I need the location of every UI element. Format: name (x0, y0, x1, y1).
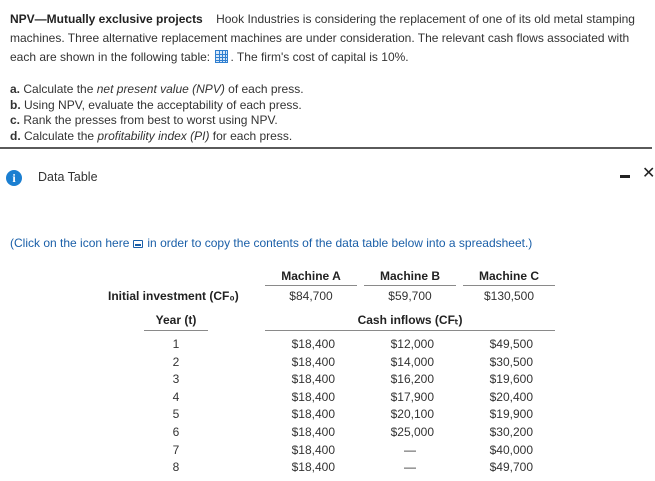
cash-inflow-cell: $18,400 (291, 443, 335, 457)
question-a: a. Calculate the net present value (NPV) of each press. (10, 82, 304, 96)
cash-inflow-cell: $18,400 (291, 390, 335, 404)
year-cell: 7 (172, 443, 180, 457)
year-cell: 6 (172, 425, 180, 439)
column-header-machine-c: Machine C (478, 269, 539, 283)
cash-inflows-header-rule (265, 330, 555, 331)
year-header: Year (t) (155, 313, 197, 327)
cash-inflow-cell: $14,000 (390, 355, 434, 369)
data-table-title: Data Table (38, 170, 98, 184)
cash-inflow-cell: $19,600 (489, 372, 533, 386)
cash-inflow-cell: $18,400 (291, 355, 335, 369)
year-cell: 2 (172, 355, 180, 369)
year-cell: 1 (172, 337, 180, 351)
cash-inflow-cell: — (404, 460, 416, 474)
close-icon[interactable]: ✕ (642, 163, 655, 182)
column-header-rule-b (364, 285, 456, 286)
problem-statement (10, 10, 650, 67)
year-cell: 3 (172, 372, 180, 386)
cash-inflow-cell: $30,500 (489, 355, 533, 369)
cash-inflow-cell: $49,500 (489, 337, 533, 351)
year-cell: 5 (172, 407, 180, 421)
info-icon: i (6, 170, 22, 186)
cash-inflow-cell: $18,400 (291, 425, 335, 439)
cash-inflow-cell: $40,000 (489, 443, 533, 457)
column-header-machine-a: Machine A (281, 269, 341, 283)
cash-inflows-header: Cash inflows (CFₜ) (357, 313, 463, 327)
question-c: c. Rank the presses from best to worst using NPV. (10, 113, 278, 127)
cash-inflow-cell: $20,100 (390, 407, 434, 421)
question-b: b. Using NPV, evaluate the acceptability of each press. (10, 97, 302, 112)
column-header-rule-a (265, 285, 357, 286)
initial-investment-value: $130,500 (483, 289, 535, 303)
cash-inflow-cell: $19,900 (489, 407, 533, 421)
data-table-header (0, 149, 655, 209)
question-d: d. Calculate the profitability index (PI) for each press. (10, 128, 293, 143)
minimize-button[interactable] (620, 175, 630, 178)
cash-inflow-cell: $18,400 (291, 460, 335, 474)
initial-investment-value: $84,700 (289, 289, 333, 303)
problem-text-end: . The firm's cost of capital is 10%. (230, 50, 409, 64)
cash-inflow-cell: $12,000 (390, 337, 434, 351)
cash-inflow-cell: $49,700 (489, 460, 533, 474)
copy-instructions: (Click on the icon here in order to copy the contents of the data table below into a spreadsheet.) (10, 236, 533, 250)
problem-text: Hook Industries is considering the replacement of one of its old metal stamping machines. Three alternative replacement machines are under consideration. The relevant cash flows associated with each are shown in the following table: (10, 12, 635, 64)
initial-investment-value: $59,700 (388, 289, 432, 303)
column-header-rule-c (463, 285, 555, 286)
cash-inflow-cell: $20,400 (489, 390, 533, 404)
cash-inflow-cell: $18,400 (291, 372, 335, 386)
cash-inflow-cell: $18,400 (291, 407, 335, 421)
cash-inflow-cell: $16,200 (390, 372, 434, 386)
cash-inflow-cell: $25,000 (390, 425, 434, 439)
question-list (10, 82, 304, 144)
year-cell: 4 (172, 390, 180, 404)
column-header-machine-b: Machine B (379, 269, 440, 283)
year-header-rule (144, 330, 208, 331)
copy-to-spreadsheet-icon[interactable] (133, 240, 143, 248)
spreadsheet-grid-icon[interactable] (215, 50, 228, 63)
cash-inflow-cell: $30,200 (489, 425, 533, 439)
cash-inflow-cell: $18,400 (291, 337, 335, 351)
cash-inflow-cell: $17,900 (390, 390, 434, 404)
problem-title: NPV—Mutually exclusive projects (10, 12, 203, 26)
cash-inflow-cell: — (404, 443, 416, 457)
year-cell: 8 (172, 460, 180, 474)
initial-investment-label: Initial investment (CF₀) (108, 289, 239, 303)
